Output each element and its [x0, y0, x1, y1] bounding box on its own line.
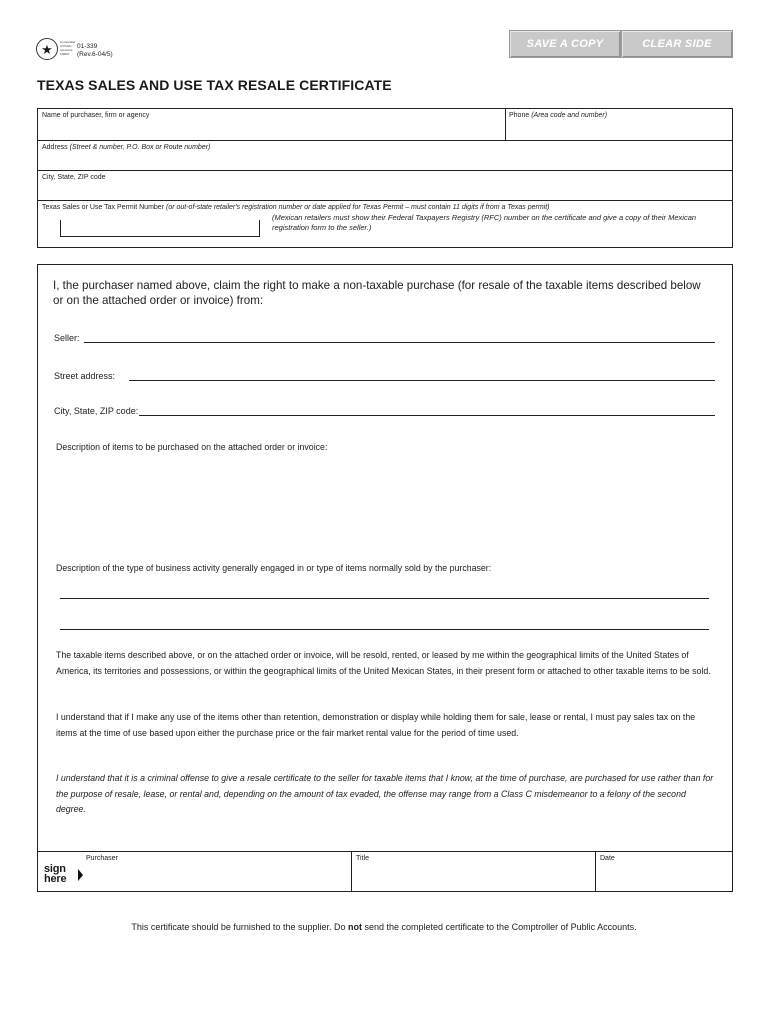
resale-statement: The taxable items described above, or on the attached order or invoice, will be resold, rented, or leased by me within the geographical limits of the United States of America, its territories and possessions, or within the geographical limits of the United Mexican States, in their present form or attached to other taxable items to be sold.	[56, 650, 711, 676]
address-row	[38, 141, 732, 171]
texas-seal-icon: ★	[36, 38, 58, 60]
page-title: TEXAS SALES AND USE TAX RESALE CERTIFICATE	[37, 77, 392, 93]
street-address-field[interactable]	[129, 367, 715, 381]
street-address-label: Street address:	[54, 371, 116, 381]
clear-side-button[interactable]: CLEAR SIDE	[621, 30, 733, 58]
seller-city-row	[54, 402, 715, 416]
title-field[interactable]	[352, 852, 595, 892]
footer-text-after: send the completed certificate to the Comptroller of Public Accounts.	[361, 922, 637, 932]
permit-label-text: Texas Sales or Use Tax Permit Number	[42, 204, 165, 211]
business-description-label: Description of the type of business activity generally engaged in or type of items normally sold by the purchaser:	[56, 563, 492, 573]
save-copy-button[interactable]: SAVE A COPY	[509, 30, 621, 58]
seller-row	[54, 329, 715, 343]
use-tax-statement: I understand that if I make any use of the items other than retention, demonstration or display while holding them for sale, lease or rental, I must pay sales tax on the items at the time of use based upon either the purchase price or the fair market rental value for the period of time used.	[56, 712, 696, 738]
name-phone-row	[38, 109, 732, 141]
business-description-line-2[interactable]	[60, 629, 709, 630]
address-field[interactable]	[38, 141, 732, 170]
address-hint: (Street & number, P.O. Box or Route number)	[69, 144, 211, 151]
seller-field[interactable]	[84, 329, 715, 343]
permit-row	[38, 201, 732, 247]
title-label: Title	[356, 855, 369, 862]
criminal-offense-statement: I understand that it is a criminal offense to give a resale certificate to the seller for taxable items that I know, at the time of purchase, are purchased for use rather than for the purpose of resale, lease, or rental and, depending on the amount of tax evaded, the offense may range from a Class C misdemeanor to a felony of the second degree.	[56, 773, 714, 815]
form-number: 01-339	[77, 43, 98, 50]
items-description-label: Description of items to be purchased on the attached order or invoice:	[56, 442, 328, 452]
seller-label: Seller:	[54, 333, 80, 343]
mexican-retailer-note: (Mexican retailers must show their Federal Taxpayers Registry (RFC) number on the certificate and give a copy of their Mexican registration form to the seller.)	[272, 213, 697, 232]
date-field[interactable]	[596, 852, 732, 892]
form-revision: (Rev.6-04/5)	[77, 51, 113, 58]
purchaser-name-field[interactable]	[38, 109, 505, 140]
footer-note	[0, 922, 768, 932]
address-label-text: Address	[42, 144, 68, 151]
claim-statement: I, the purchaser named above, claim the right to make a non-taxable purchase (for resale of the taxable items described below or on the attached order or invoice) from:	[53, 279, 701, 307]
city-state-zip-field[interactable]	[38, 171, 732, 200]
signature-row	[38, 851, 732, 892]
sign-here-arrow-icon	[78, 869, 83, 881]
city-row	[38, 171, 732, 201]
seller-city-label: City, State, ZIP code:	[54, 406, 139, 416]
sign-here-marker	[44, 864, 66, 884]
street-address-row	[54, 367, 715, 381]
phone-label-text: Phone	[509, 112, 530, 119]
seller-city-field[interactable]	[139, 402, 715, 416]
phone-hint: (Area code and number)	[531, 112, 608, 119]
form-number-block	[77, 43, 113, 59]
purchaser-signature-field[interactable]	[86, 852, 351, 892]
items-description-field[interactable]	[56, 460, 718, 560]
agency-name: Comptroller of Public Accounts FORM	[60, 40, 76, 56]
purchaser-name-label: Name of purchaser, firm or agency	[42, 112, 150, 119]
permit-number-field[interactable]	[60, 220, 260, 237]
permit-label	[42, 203, 550, 212]
city-state-zip-label: City, State, ZIP code	[42, 174, 106, 181]
phone-field[interactable]	[506, 109, 732, 140]
business-description-line-1[interactable]	[60, 598, 709, 599]
here-text: here	[44, 873, 67, 885]
purchaser-signature-label: Purchaser	[86, 855, 118, 862]
footer-text-bold: not	[347, 922, 362, 932]
permit-hint: (or out-of-state retailer's registration number or date applied for Texas Permit – must contain 11 digits if from a Texas permit)	[165, 204, 550, 211]
date-label: Date	[600, 855, 615, 862]
certificate-body	[37, 264, 733, 892]
footer-text-before: This certificate should be furnished to the supplier. Do	[131, 922, 348, 932]
sign-text: sign	[44, 863, 66, 875]
purchaser-info-table	[37, 108, 733, 248]
